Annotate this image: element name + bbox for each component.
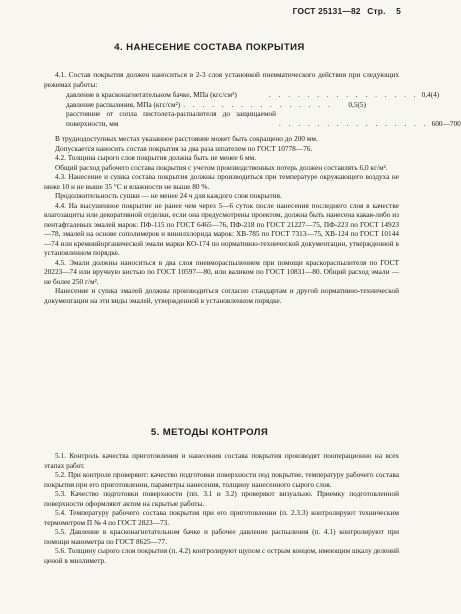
param-value: 0,4(4) xyxy=(421,90,440,99)
param-value: 600—700 xyxy=(431,118,461,128)
param-row xyxy=(66,100,366,110)
paragraph-5-5: 5.5. Давление в красконагнетательном бачке и рабочее давление распыления (п. 4.1) контролируют при помощи манометра по ГОСТ 8625—77. xyxy=(44,527,399,546)
paragraph-5-4: 5.4. Температуру рабочего состава покрытия при его приготовлении (п. 2.3.3) контролируют техническим термометром П № 4 по ГОСТ 2823—73. xyxy=(44,508,399,527)
section-4-body xyxy=(44,70,461,305)
paragraph: Общий расход рабочего состава покрытия с учетом производственных потерь должен составлять 6,0 кг/м². xyxy=(55,162,388,172)
param-label: давление распыления, МПа (кгс/см²) xyxy=(66,99,181,109)
page-label: Стр. xyxy=(367,6,386,16)
section-5-body xyxy=(44,451,399,565)
paragraph: Нанесение и сушка эмалей должны производиться согласно стандартам и другой нормативно-технической документации на эти виды эмалей, утвержденной в установленном порядке. xyxy=(44,286,399,305)
param-label: давление в красконагнетательном бачке, МПа (кгс/см²) xyxy=(66,90,237,99)
page-number: 5 xyxy=(396,6,401,16)
parameters-table xyxy=(66,90,461,128)
leader-dots: . . . . . . . . . . . . . . . . xyxy=(183,99,333,109)
paragraph-5-2: 5.2. При контроле проверяют: качество подготовки поверхности под покрытие, температуру рабочего состава покрытия при его приготовлении, параметры нанесения, толщину нанесенного сырого слоя. xyxy=(44,470,399,489)
leader-dots: . . . . . . . . . . . . . . . . xyxy=(279,118,429,128)
param-label: расстояние от сопла пистолета-распылителя до защищаемой поверхности, мм xyxy=(66,109,276,128)
paragraph-5-6: 5.6. Толщину сырого слоя покрытия (п. 4.2) контролируют щупом с острым концом, имеющим шкалу делений ценой в миллиметр. xyxy=(44,546,399,565)
paragraph: В труднодоступных местах указанное расстояние может быть сокращено до 200 мм. xyxy=(55,134,318,143)
standard-code: ГОСТ 25131—82 xyxy=(292,6,361,16)
param-value: 0,5(5) xyxy=(348,99,366,109)
paragraph-5-3: 5.3. Качество подготовки поверхности (пп. 3.1 и 3.2) проверяют визуально. Приемку подготовленной поверхности оформляют актом на скрытые работы. xyxy=(44,489,399,508)
paragraph-4-5: 4.5. Эмали должны наноситься в два слоя пневмораспылением при помощи краскораспылителя по ГОСТ 20223—74 или вручную кистью по ГОСТ 10597—80, или валиком по ГОСТ 10831—80. Общий расход эмали — не более 250 г/м². xyxy=(44,257,399,286)
running-header xyxy=(289,6,401,16)
paragraph-4-3: 4.3. Нанесение и сушка состава покрытия должны производиться при температуре окружающего воздуха не ниже 10 и не выше 35 °С и влажности не выше 80 %. xyxy=(44,172,399,191)
paragraph-5-1: 5.1. Контроль качества приготовления и нанесения состава покрытия производят пооперационно на всех этапах работ. xyxy=(44,451,399,470)
paragraph: Продолжительность сушки — не менее 24 ч для каждого слоя покрытия. xyxy=(55,191,282,200)
section-4-title: 4. НАНЕСЕНИЕ СОСТАВА ПОКРЫТИЯ xyxy=(114,42,305,53)
paragraph-4-2: 4.2. Толщина сырого слоя покрытия должна быть не менее 6 мм. xyxy=(55,153,257,162)
paragraph-4-1: 4.1. Состав покрытия должен наноситься в 2-3 слоя установкой пневматического действия при следующих режимах работы: xyxy=(44,70,399,89)
paragraph: Допускается наносить состав покрытия за два раза шпателем по ГОСТ 10778—76. xyxy=(55,143,313,153)
param-row xyxy=(66,109,461,128)
leader-dots: . . . . . . . . . . . . . . . . xyxy=(269,90,419,99)
param-row xyxy=(66,90,440,100)
section-5-title: 5. МЕТОДЫ КОНТРОЛЯ xyxy=(150,427,269,438)
paragraph-4-4: 4.4. На высушенное покрытие не ранее чем через 5—6 суток после нанесения последнего слоя в качестве влагозащиты или декоративной отделки, если она предусмотрены проектом, должна быть нанесена какая-либо из пентафталевых эмалей марок: ПФ-115 по ГОСТ 6465—76, ПФ-218 по ГОСТ 21227—75, ПФ-223 по ГОСТ 14923—78, эмалей на основе сополимеров и винилхлорида марок: ХВ-785 по ГОСТ 7313—75, ХВ-124 по ГОСТ 10144—74 или кремнийорганической эмали марки КО-174 по нормативно-технической документации, утвержденной в установленном порядке. xyxy=(44,200,399,257)
